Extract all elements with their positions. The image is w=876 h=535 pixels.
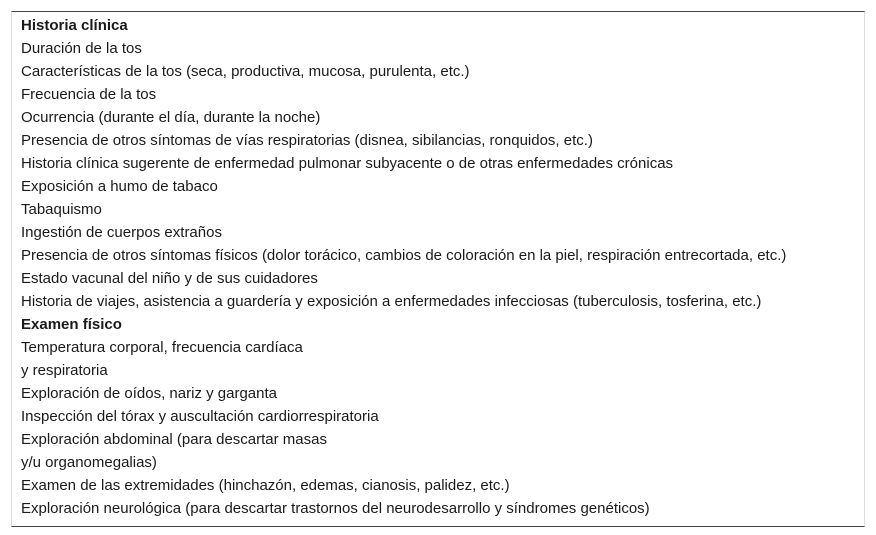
table-row: Presencia de otros síntomas físicos (dolor torácico, cambios de coloración en la piel, respiración entrecortada, etc.) bbox=[21, 247, 787, 264]
table-row: Historia de viajes, asistencia a guardería y exposición a enfermedades infecciosas (tuberculosis, tosferina, etc.) bbox=[21, 293, 762, 310]
table-row: y/u organomegalias) bbox=[21, 454, 157, 471]
table-row: Tabaquismo bbox=[21, 201, 102, 218]
clinical-table bbox=[11, 11, 865, 527]
table-row: Ocurrencia (durante el día, durante la noche) bbox=[21, 109, 321, 126]
table-row: Duración de la tos bbox=[21, 40, 142, 57]
table-row: Exploración neurológica (para descartar trastornos del neurodesarrollo y síndromes genéticos) bbox=[21, 500, 650, 517]
table-row: y respiratoria bbox=[21, 362, 108, 379]
table-row: Exploración de oídos, nariz y garganta bbox=[21, 385, 277, 402]
table-row: Historia clínica sugerente de enfermedad pulmonar subyacente o de otras enfermedades crónicas bbox=[21, 155, 674, 172]
table-row: Características de la tos (seca, productiva, mucosa, purulenta, etc.) bbox=[21, 63, 470, 80]
table-row: Frecuencia de la tos bbox=[21, 86, 157, 103]
table-row: Inspección del tórax y auscultación cardiorrespiratoria bbox=[21, 408, 379, 425]
table-row: Exploración abdominal (para descartar masas bbox=[21, 431, 327, 448]
table-row: Temperatura corporal, frecuencia cardíaca bbox=[21, 339, 303, 356]
table-row: Ingestión de cuerpos extraños bbox=[21, 224, 222, 241]
table-row: Presencia de otros síntomas de vías respiratorias (disnea, sibilancias, ronquidos, etc.) bbox=[21, 132, 593, 149]
table-row: Exposición a humo de tabaco bbox=[21, 178, 218, 195]
section-heading: Examen físico bbox=[21, 316, 122, 333]
table-row: Estado vacunal del niño y de sus cuidadores bbox=[21, 270, 318, 287]
section-heading: Historia clínica bbox=[21, 17, 128, 34]
table-row: Examen de las extremidades (hinchazón, edemas, cianosis, palidez, etc.) bbox=[21, 477, 510, 494]
